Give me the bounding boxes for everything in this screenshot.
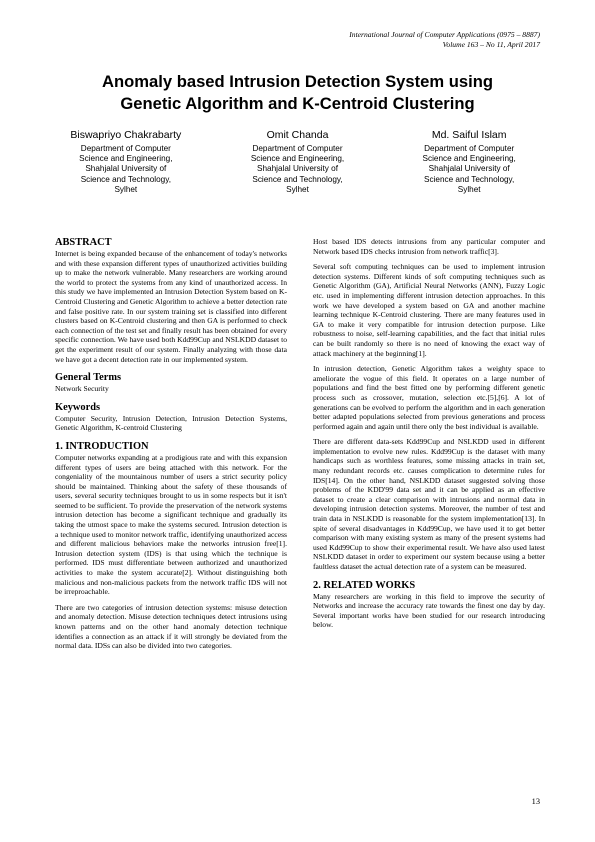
author-block bbox=[40, 129, 555, 195]
introduction-heading: 1. INTRODUCTION bbox=[55, 440, 149, 452]
related-works-heading: 2. RELATED WORKS bbox=[313, 579, 416, 591]
author-3 bbox=[383, 129, 555, 195]
introduction-paragraph: There are two categories of intrusion detection systems: misuse detection and anomaly detection. Misuse detection techniques detect intrusions using known patterns and on the other hand anomaly detection technique identifies a connection as an attack if it will strongly be deviated from the normal data. IDSs can also be divided into two categories. bbox=[55, 602, 287, 651]
affiliation-line: Department of Computer bbox=[424, 144, 515, 153]
right-column bbox=[313, 237, 545, 630]
journal-volume: Volume 163 – No 11, April 2017 bbox=[442, 40, 540, 49]
author-name: Md. Saiful Islam bbox=[431, 129, 507, 141]
author-name: Omit Chanda bbox=[266, 129, 329, 141]
keywords-text: Computer Security, Intrusion Detection, Intrusion Detection Systems, Genetic Algorithm, K-centroid Clustering bbox=[55, 413, 287, 433]
page-number: 13 bbox=[531, 797, 540, 806]
affiliation-line: Shahjalal University of bbox=[257, 164, 339, 174]
affiliation-line: Science and Technology, bbox=[424, 174, 515, 184]
body-paragraph: Host based IDS detects intrusions from any particular computer and Network based IDS checks intrusion from network traffic[3]. bbox=[313, 237, 545, 256]
author-1 bbox=[40, 129, 212, 195]
author-name: Biswapriyo Chakrabarty bbox=[70, 129, 182, 141]
body-paragraph: There are different data-sets Kdd99Cup and NSLKDD used in different implementation to evolve new rules. Kdd99Cup is the dataset with many handicaps such as worthless features, some missing attacks in train set, many redundant records etc. causes complication to determine rules for IDS[14]. On the other hand, NSLKDD dataset suggested solving those problems of the KDD'99 data set and it can be applied as an effective dataset to create a clear comparison with intrusions and normal data in developing intrusion detection systems. Moreover, the number of test and train data in NSLKDD is reasonable for the system implementation[13]. In spite of several disadvantages in Kdd99Cup, we have used it to get better comparison with many existing system as many of the present systems had used Kdd99Cup to show their experimental result. We have also used latest NSLKDD dataset in order to experiment our system because using a better faultless dataset the actual detection rate of a system can be measured. bbox=[313, 437, 545, 571]
affiliation-line: Sylhet bbox=[114, 184, 138, 194]
title-line-1: Anomaly based Intrusion Detection System using bbox=[102, 72, 493, 91]
affiliation-line: Sylhet bbox=[457, 184, 481, 194]
affiliation-line: Sylhet bbox=[286, 184, 309, 194]
author-2 bbox=[212, 129, 384, 195]
affiliation-line: Science and Technology, bbox=[252, 174, 343, 184]
affiliation-line: Shahjalal University of bbox=[85, 164, 167, 174]
affiliation-line: Science and Engineering, bbox=[250, 154, 345, 164]
affiliation-line: Shahjalal University of bbox=[428, 164, 510, 174]
affiliation-line: Science and Engineering, bbox=[422, 154, 516, 164]
general-terms-text: Network Security bbox=[55, 384, 109, 394]
body-paragraph: Several soft computing techniques can be used to implement intrusion detection systems. Different kinds of soft computing techniques such as Genetic Algorithm (GA), Artificial Neural Networks (ANN), Fuzzy Logic etc. used in implementing different intrusion detection approaches. In this work we have developed a system based on GA and another machine learning technique K-Centroid clustering. There are many features used in GA to make it very compatible for intrusion detection purpose. Like robustness to noise, self-learning capabilities, and the fact that initial rules can be built randomly so there is no need of knowing the exact way of attack machinery at the beginning[1]. bbox=[313, 262, 545, 358]
title-line-2: Genetic Algorithm and K-Centroid Clustering bbox=[120, 94, 475, 113]
left-column bbox=[55, 237, 287, 651]
general-terms-heading: General Terms bbox=[55, 372, 122, 384]
keywords-heading: Keywords bbox=[55, 401, 101, 413]
body-paragraph: In intrusion detection, Genetic Algorithm takes a weighty space to ameliorate the vogue of this field. It operates on a large number of populations and find the best fitted one by performing different genetic process such as crossover, mutation, selection etc.[5],[6]. A lot of generations can be evolved to perform the algorithm and in each generation better adapted populations selected from previous generations and process performed again and again until there only the best individual is available. bbox=[313, 364, 545, 431]
affiliation-line: Science and Technology, bbox=[80, 174, 171, 184]
journal-name: International Journal of Computer Applications (0975 – 8887) bbox=[349, 30, 540, 39]
abstract-heading: ABSTRACT bbox=[55, 237, 112, 248]
affiliation-line: Department of Computer bbox=[80, 144, 171, 153]
journal-header bbox=[349, 30, 540, 50]
related-works-text: Many researchers are working in this field to improve the security of Networks and increase the accuracy rate towards the finest one day by day. Several important works have been studied for our research introducing below. bbox=[313, 591, 545, 630]
abstract-text: Internet is being expanded because of the enhancement of today's networks and with these expansion different types of unauthorized activities building up to make the network vulnerable. Many researchers are working around the world to protect the systems from any kind of unauthorized access. In this study we have implemented an Intrusion Detection System based on K-Centroid Clustering and Genetic Algorithm to achieve a better detection rate and false positive rate. In our system training set is classified into different clusters based on K-Centroid clustering and then GA is performed to check each connection of the test set and finally result has been obtained for every specific connection. We have used both Kdd99Cup and NSLKDD dataset to get the experiment result of our system. Finally analyzing with those data we have got a decent detection rate in our implemented system. bbox=[55, 249, 287, 364]
introduction-paragraph: Computer networks expanding at a prodigious rate and with this expansion different types of users are being attached with this network. For the congeniality of the mountainous number of users a strict security policy should be maintained. Thinking about the safety of these thousands of users, several security techniques brought to us in some respects but it isn't seemed to be sufficient. To provide the preservation of the network systems intrusion detection has become a significant technique and gradually its taking the utmost space to make the systems secured. Intrusion detection is a technique used to monitor network traffic, identifying unauthorized access and different malicious behaviors make the networks intrusion free[1]. Intrusion detection system (IDS) is that using which the technique is performed. IDS must differentiate between authorized and unauthorized activities to make the system accurate[2]. Without distinguishing both malicious and non-malicious packets from the network traffic IDS will not be irreproachable. bbox=[55, 452, 287, 597]
affiliation-line: Department of Computer bbox=[252, 144, 343, 153]
affiliation-line: Science and Engineering, bbox=[79, 154, 173, 164]
paper-title bbox=[40, 71, 555, 115]
